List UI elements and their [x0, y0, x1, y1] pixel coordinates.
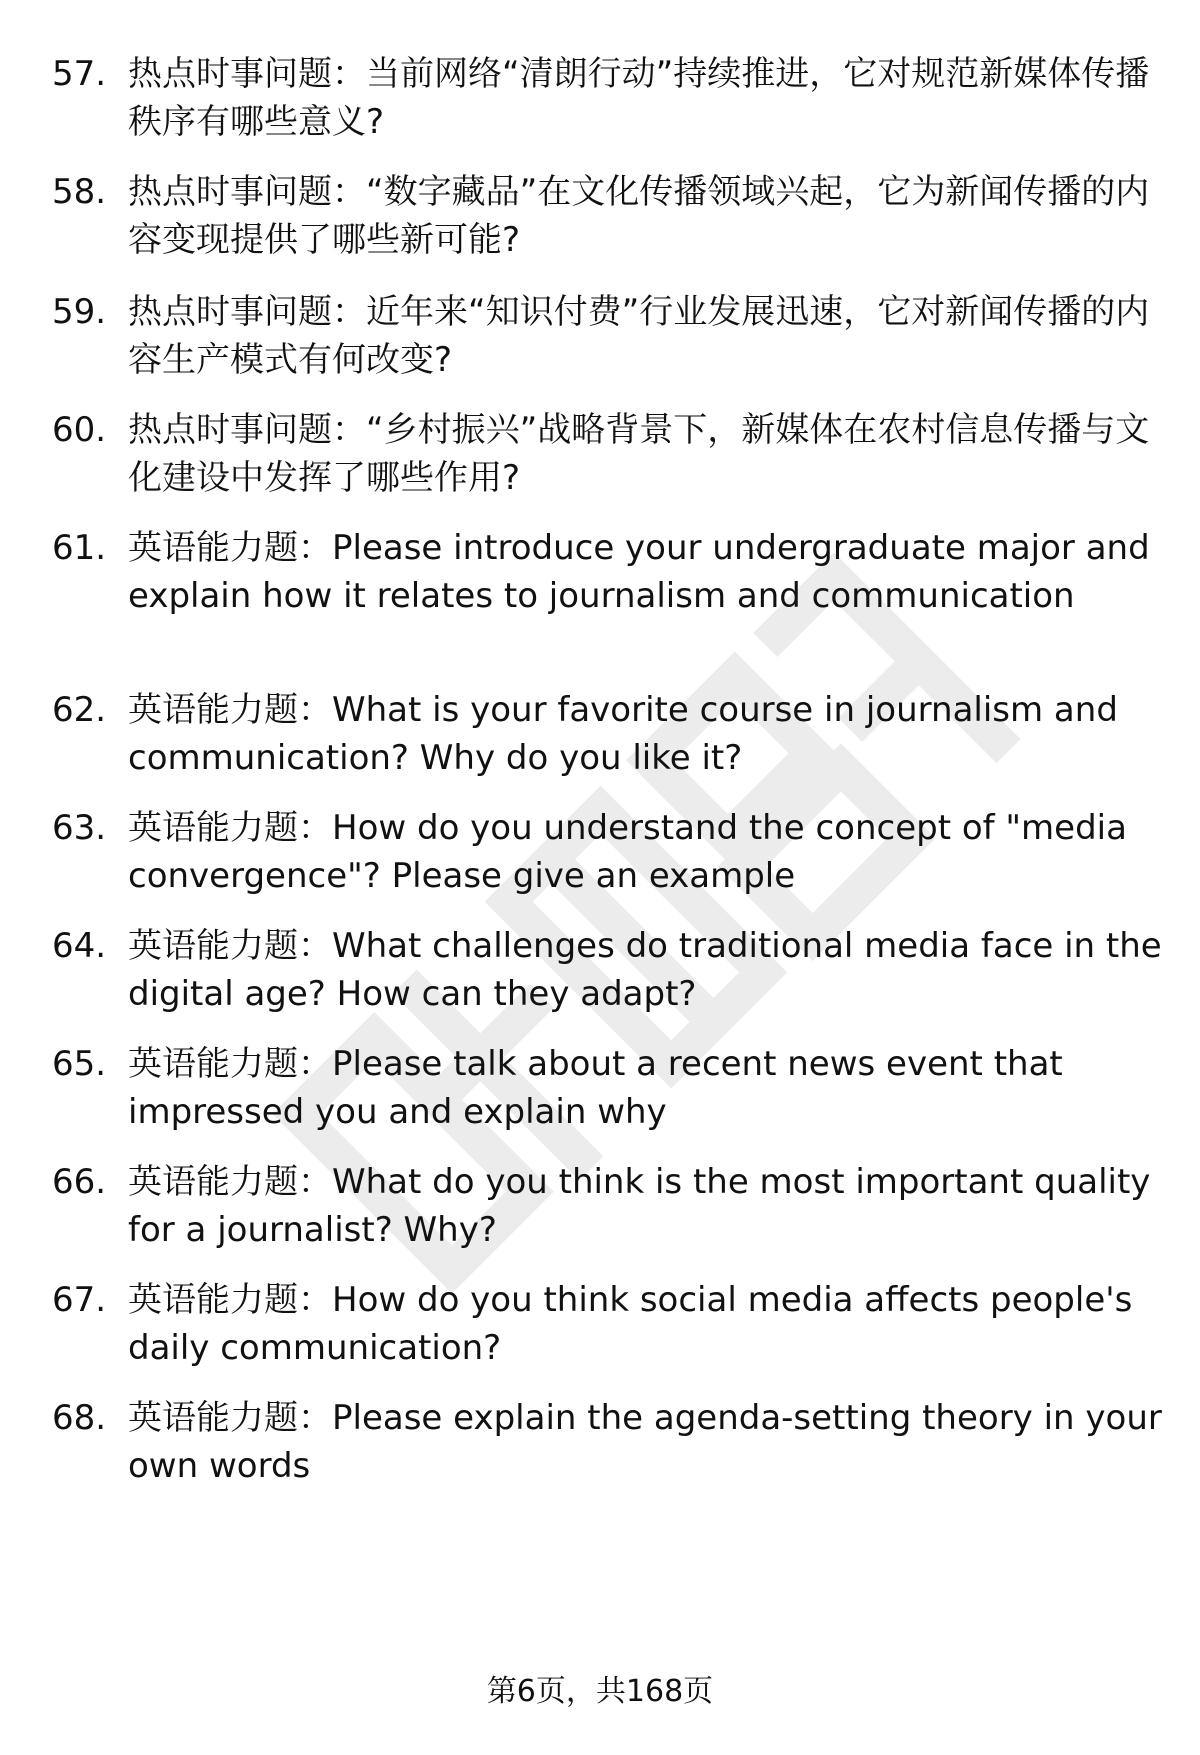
question-item	[52, 524, 1162, 620]
question-number: 65.	[52, 1044, 107, 1084]
question-text: 英语能力题：Please explain the agenda-setting theory in your own words	[128, 1398, 1162, 1486]
question-text: 热点时事问题：近年来“知识付费”行业发展迅速，它对新闻传播的内容生产模式有何改变?	[128, 292, 1150, 380]
question-number: 58.	[52, 172, 107, 212]
question-number: 59.	[52, 292, 107, 332]
question-text: 英语能力题：What is your favorite course in journalism and communication? Why do you like it?	[128, 690, 1118, 778]
question-text: 英语能力题：Please talk about a recent news event that impressed you and explain why	[128, 1044, 1063, 1132]
question-item	[52, 686, 1162, 782]
question-item	[52, 168, 1162, 264]
question-item	[52, 1394, 1162, 1490]
question-text: 英语能力题：What challenges do traditional media face in the digital age? How can they adapt?	[128, 926, 1162, 1014]
question-text: 英语能力题：How do you understand the concept of "media convergence"? Please give an example	[128, 808, 1127, 896]
question-number: 64.	[52, 926, 107, 966]
question-item	[52, 922, 1162, 1018]
question-text: 英语能力题：Please introduce your undergraduate major and explain how it relates to journalism and communication	[128, 528, 1150, 616]
question-text: 英语能力题：What do you think is the most important quality for a journalist? Why?	[128, 1162, 1151, 1250]
question-number: 62.	[52, 690, 107, 730]
page-footer: 第6页，共168页	[486, 1674, 714, 1709]
question-number: 61.	[52, 528, 107, 568]
question-number: 67.	[52, 1280, 107, 1320]
question-item	[52, 1276, 1162, 1372]
question-item	[52, 1158, 1162, 1254]
question-text: 热点时事问题：当前网络“清朗行动”持续推进，它对规范新媒体传播秩序有哪些意义?	[128, 54, 1150, 142]
question-text: 热点时事问题：“乡村振兴”战略背景下，新媒体在农村信息传播与文化建设中发挥了哪些作用?	[128, 410, 1150, 498]
question-number: 68.	[52, 1398, 107, 1438]
question-item	[52, 1040, 1162, 1136]
question-item	[52, 406, 1162, 502]
question-number: 57.	[52, 54, 107, 94]
question-number: 60.	[52, 410, 107, 450]
question-text: 热点时事问题：“数字藏品”在文化传播领域兴起，它为新闻传播的内容变现提供了哪些新可能?	[128, 172, 1150, 260]
question-item	[52, 50, 1162, 146]
question-item	[52, 288, 1162, 384]
question-number: 66.	[52, 1162, 107, 1202]
question-item	[52, 804, 1162, 900]
question-text: 英语能力题：How do you think social media affects people's daily communication?	[128, 1280, 1133, 1368]
question-number: 63.	[52, 808, 107, 848]
